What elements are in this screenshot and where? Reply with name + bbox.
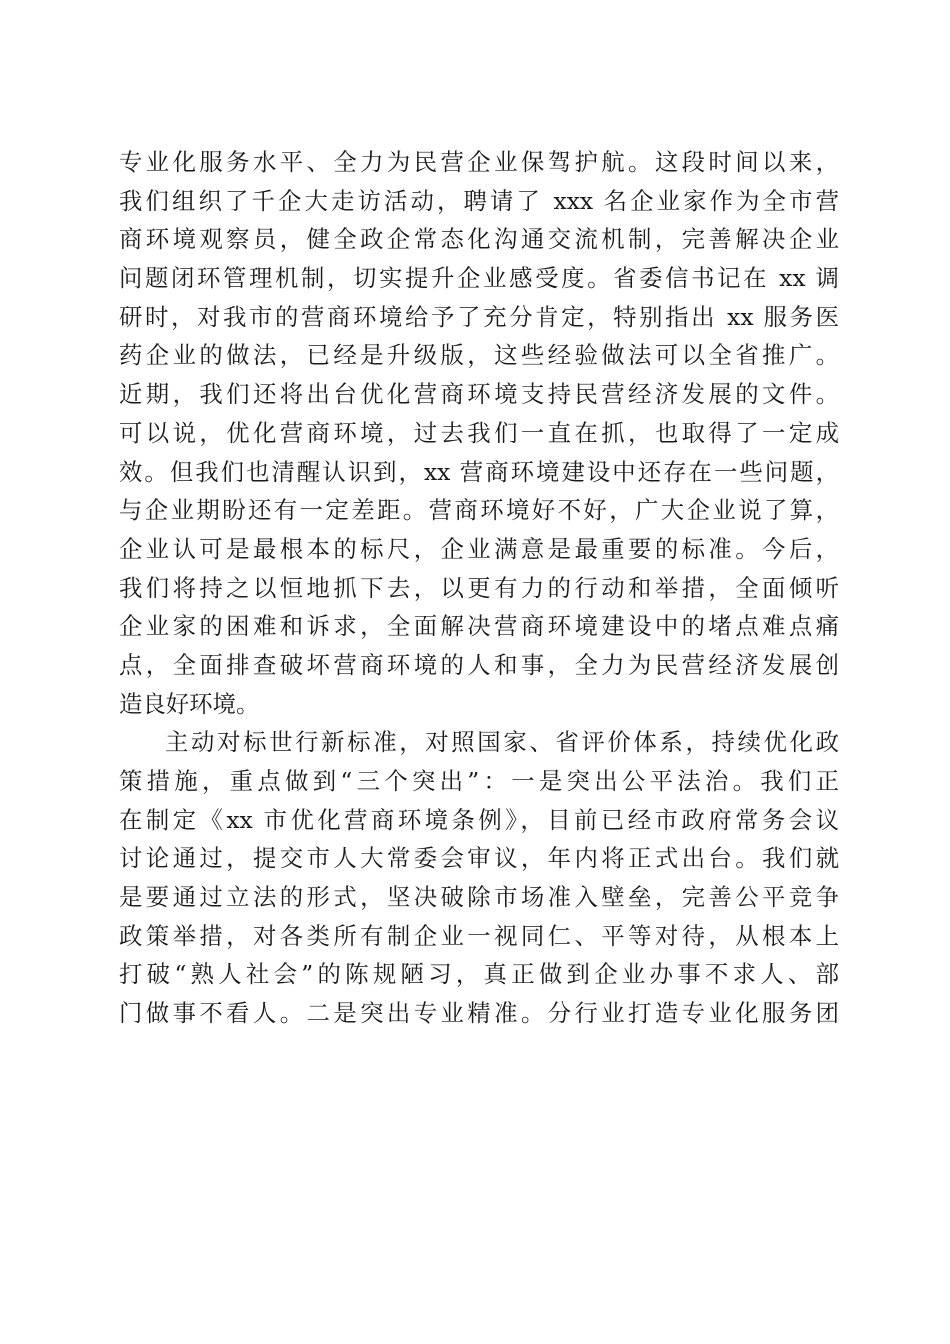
text-line: 点，全面排查破坏营商环境的人和事，全力为民营经济发展创 (119, 650, 839, 679)
text-line: 在制定《xx 市优化营商环境条例》，目前已经市政府常务会议 (119, 805, 839, 834)
text-line: 策措施，重点做到“三个突出”：一是突出公平法治。我们正 (119, 767, 839, 795)
text-line: 造良好环境。 (119, 689, 260, 718)
text-line: 我们将持之以恒地抓下去，以更有力的行动和举措，全面倾听 (119, 573, 839, 602)
text-line: 商环境观察员，健全政企常态化沟通交流机制，完善解决企业 (119, 225, 839, 254)
text-line: 主动对标世行新标准，对照国家、省评价体系，持续优化政 (165, 728, 839, 757)
text-line: 效。但我们也清醒认识到，xx 营商环境建设中还存在一些问题， (119, 457, 839, 486)
text-line: 是要通过立法的形式，坚决破除市场准入壁垒，完善公平竞争 (119, 883, 839, 912)
text-line: 打破“熟人社会”的陈规陋习，真正做到企业办事不求人、部 (119, 960, 839, 989)
text-line: 与企业期盼还有一定差距。营商环境好不好，广大企业说了算， (119, 496, 839, 525)
text-line: 我们组织了千企大走访活动，聘请了 xxx 名企业家作为全市营 (119, 186, 839, 215)
text-line: 政策举措，对各类所有制企业一视同仁、平等对待，从根本上 (119, 921, 839, 950)
paragraph-1 (119, 143, 839, 723)
text-line: 企业认可是最根本的标尺，企业满意是最重要的标准。今后， (119, 534, 839, 563)
paragraph-2 (119, 723, 839, 1033)
text-line: 专业化服务水平、全力为民营企业保驾护航。这段时间以来， (119, 148, 839, 176)
text-line: 企业家的困难和诉求，全面解决营商环境建设中的堵点难点痛 (119, 612, 839, 641)
text-line: 问题闭环管理机制，切实提升企业感受度。省委信书记在 xx 调 (119, 264, 839, 293)
text-line: 近期，我们还将出台优化营商环境支持民营经济发展的文件。 (119, 380, 839, 409)
text-line: 药企业的做法，已经是升级版，这些经验做法可以全省推广。 (119, 341, 839, 370)
text-line: 研时，对我市的营商环境给予了充分肯定，特别指出 xx 服务医 (119, 302, 839, 331)
text-line: 讨论通过，提交市人大常委会审议，年内将正式出台。我们就 (119, 844, 839, 873)
text-line: 可以说，优化营商环境，过去我们一直在抓，也取得了一定成 (119, 418, 839, 447)
text-line: 门做事不看人。二是突出专业精准。分行业打造专业化服务团 (119, 999, 839, 1028)
document-body (119, 143, 839, 1033)
